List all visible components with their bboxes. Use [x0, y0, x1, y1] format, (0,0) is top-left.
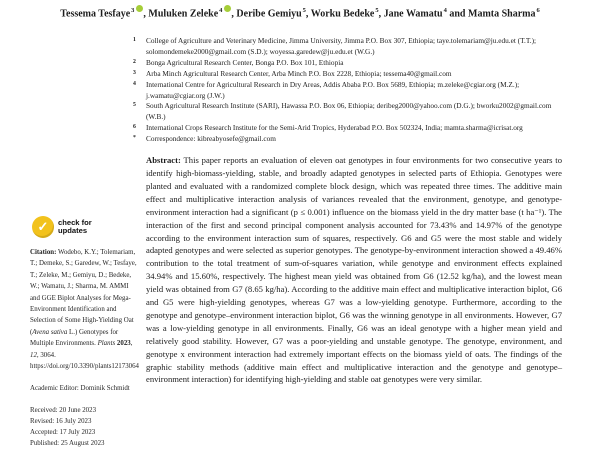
citation-segment: L.) Genotypes for Multiple Environments. — [30, 328, 119, 348]
affiliation-text: International Crops Research Institute for the Semi-Arid Tropics, Hyderabad P.O. Box 502324, India; mamta.sharma@icrisat.org — [146, 123, 523, 133]
author-name: Deribe Gemiyu — [236, 8, 302, 20]
author-separator: , — [231, 8, 237, 20]
sidebar — [30, 216, 137, 449]
affiliation-row — [133, 69, 562, 80]
date-line: Published: 25 August 2023 — [30, 439, 105, 447]
badge-line1: check for — [58, 217, 92, 227]
affiliation-marker: 2 — [133, 58, 136, 65]
crossmark-check-icon: ✓ — [32, 216, 54, 238]
author-affiliation-number: 5 — [375, 7, 379, 14]
citation-segment: Plants — [97, 340, 116, 348]
citation-label: Citation: — [30, 249, 57, 256]
affiliation-list — [133, 36, 562, 145]
date-line: Accepted: 17 July 2023 — [30, 428, 96, 436]
date-line: Revised: 16 July 2023 — [30, 417, 92, 425]
author-separator: , — [305, 8, 311, 20]
affiliation-text: International Centre for Agricultural Research in Dry Areas, Addis Ababa P.O. Box 5689, Ethiopia; m.zeleke@cgiar.org (M.Z.); j.wamatu@cgiar.org (J.W.) — [146, 79, 520, 100]
check-for-updates-badge[interactable] — [32, 216, 137, 238]
check-for-updates-label — [58, 219, 92, 236]
article-dates — [30, 405, 137, 449]
author-name: Muluken Zeleke — [148, 8, 219, 20]
author-name: Worku Bedeke — [310, 8, 375, 20]
affiliation-text: Arba Minch Agricultural Research Center, Arba Minch P.O. Box 2228, Ethiopia; tessema40@gmail.com — [146, 68, 452, 78]
abstract-label: Abstract: — [146, 155, 181, 166]
affiliation-marker: 6 — [133, 124, 136, 131]
author-name: Tessema Tesfaye — [60, 8, 131, 20]
affiliation-marker: 3 — [133, 69, 136, 76]
citation-segment: 12 — [30, 351, 37, 359]
citation-block — [30, 247, 137, 372]
abstract — [130, 154, 562, 386]
affiliation-text: Correspondence: kibreabyosefe@gmail.com — [146, 134, 276, 144]
affiliation-marker: 4 — [133, 80, 136, 87]
citation-segment: Wodebo, K.Y.; Tolemariam, T.; Demeke, S.; Garedew, W.; Tesfaye, T.; Zeleke, M.; Gemiyu, D.; Bedeke, W.; Wamatu, J.; Sharma, M. AMMI and GGE Biplot Analyses for Mega-Environment Identification and Selection of Some High-Yielding Oat ( — [30, 249, 137, 336]
author-affiliation-number: 5 — [302, 7, 306, 14]
affiliation-text: South Agricultural Research Institute (SARI), Hawassa P.O. Box 06, Ethiopia; deribeg2000@yahoo.com (D.G.); bworku2002@gmail.com (W.B.) — [146, 101, 552, 122]
citation-text — [30, 249, 139, 370]
affiliation-row — [133, 123, 562, 134]
affiliation-text: Bonga Agricultural Research Center, Bonga P.O. Box 101, Ethiopia — [146, 57, 344, 67]
author-affiliation-number: 4 — [219, 7, 223, 14]
citation-segment: Avena sativa — [32, 328, 68, 336]
affiliation-marker: * — [133, 135, 136, 142]
affiliation-row — [133, 101, 562, 123]
citation-segment: 2023 — [116, 340, 131, 348]
citation-segment: , — [130, 340, 133, 348]
affiliation-text: College of Agriculture and Veterinary Medicine, Jimma University, Jimma P.O. Box 307, Ethiopia; taye.tolemariam@ju.edu.et (T.T.); solomondemeke2000@gmail.com (S.D.); woyessa.garedew@ju.edu.et (W.G.) — [146, 36, 537, 56]
academic-editor: Academic Editor: Dominik Schmidt — [30, 385, 130, 393]
citation-segment: , 3064. — [36, 351, 56, 359]
main-column — [130, 36, 562, 386]
author-name: Mamta Sharma — [468, 8, 536, 20]
author-affiliation-number: 4 — [443, 7, 447, 14]
abstract-text: This paper reports an evaluation of eleven oat genotypes in four environments for two consecutive years to identify high-biomass-yielding, stable, and broadly adapted genotypes in selected parts of Ethiopia. Genotypes were planted and evaluated with a randomized complete block design, which was repeated three times. The additive main effect and multiplicative interaction analysis of variances revealed that the environment, genotype, and genotype-environment interaction had a significant (p ≤ 0.001) influence on the biomass yield in the dry matter base (t ha⁻¹). The interaction of the first and second principal component analysis accounted for 73.43% and 14.97% of the genotype according to the environment interaction sum of squares, respectively. G6 and G5 were the most stable and widely adapted genotypes and were selected as superior genotypes. The genotype-by-environment interaction showed a 49.46% contribution to the total treatment of sum-of-squares variation, while genotype and environment effects explained 34.94% and 15.60%, respectively. The highest mean yield was obtained from G6 (12.52 kg/ha), and the lowest mean yield was obtained from G7 (8.65 kg/ha). According to the additive main effect and multiplicative interaction biplot, G6 and G5 were high-yielding genotypes, whereas G7 was a low-yielding genotype. Furthermore, according to the genotype and genotype–environment interaction biplot, G6 was the winning genotype in all environments. However, G7 was a low-yielding genotype in all environments. Finally, G6 was an ideal genotype with a higher mean yield and relatively good stability. However, G7 was a poor-yielding and unstable genotype. The genotype, environment, and genotype x environment interaction had extremely important effects on the biomass yield of oats. The findings of the graphic stability methods (additive main effect and multiplicative interaction and the genotype and genotype–environment interaction) for identifying high-yielding and stable oat genotypes were very similar. — [146, 155, 562, 385]
date-line: Received: 20 June 2023 — [30, 406, 97, 414]
author-affiliation-number: 6 — [536, 7, 540, 14]
badge-line2: updates — [58, 226, 88, 235]
author-name: Jane Wamatu — [383, 8, 443, 20]
affiliation-row — [133, 80, 562, 102]
affiliation-marker: 1 — [133, 37, 136, 43]
author-separator: , — [143, 8, 149, 20]
affiliation-row — [133, 134, 562, 145]
affiliation-row — [133, 58, 562, 69]
author-affiliation-number: 3 — [131, 7, 135, 14]
doi-link[interactable]: https://doi.org/10.3390/plants12173064 — [30, 363, 139, 371]
author-line — [20, 5, 580, 19]
author-separator: , — [378, 8, 384, 20]
author-separator: and — [446, 8, 468, 20]
affiliation-marker: 5 — [133, 102, 136, 109]
affiliation-row — [133, 36, 562, 58]
